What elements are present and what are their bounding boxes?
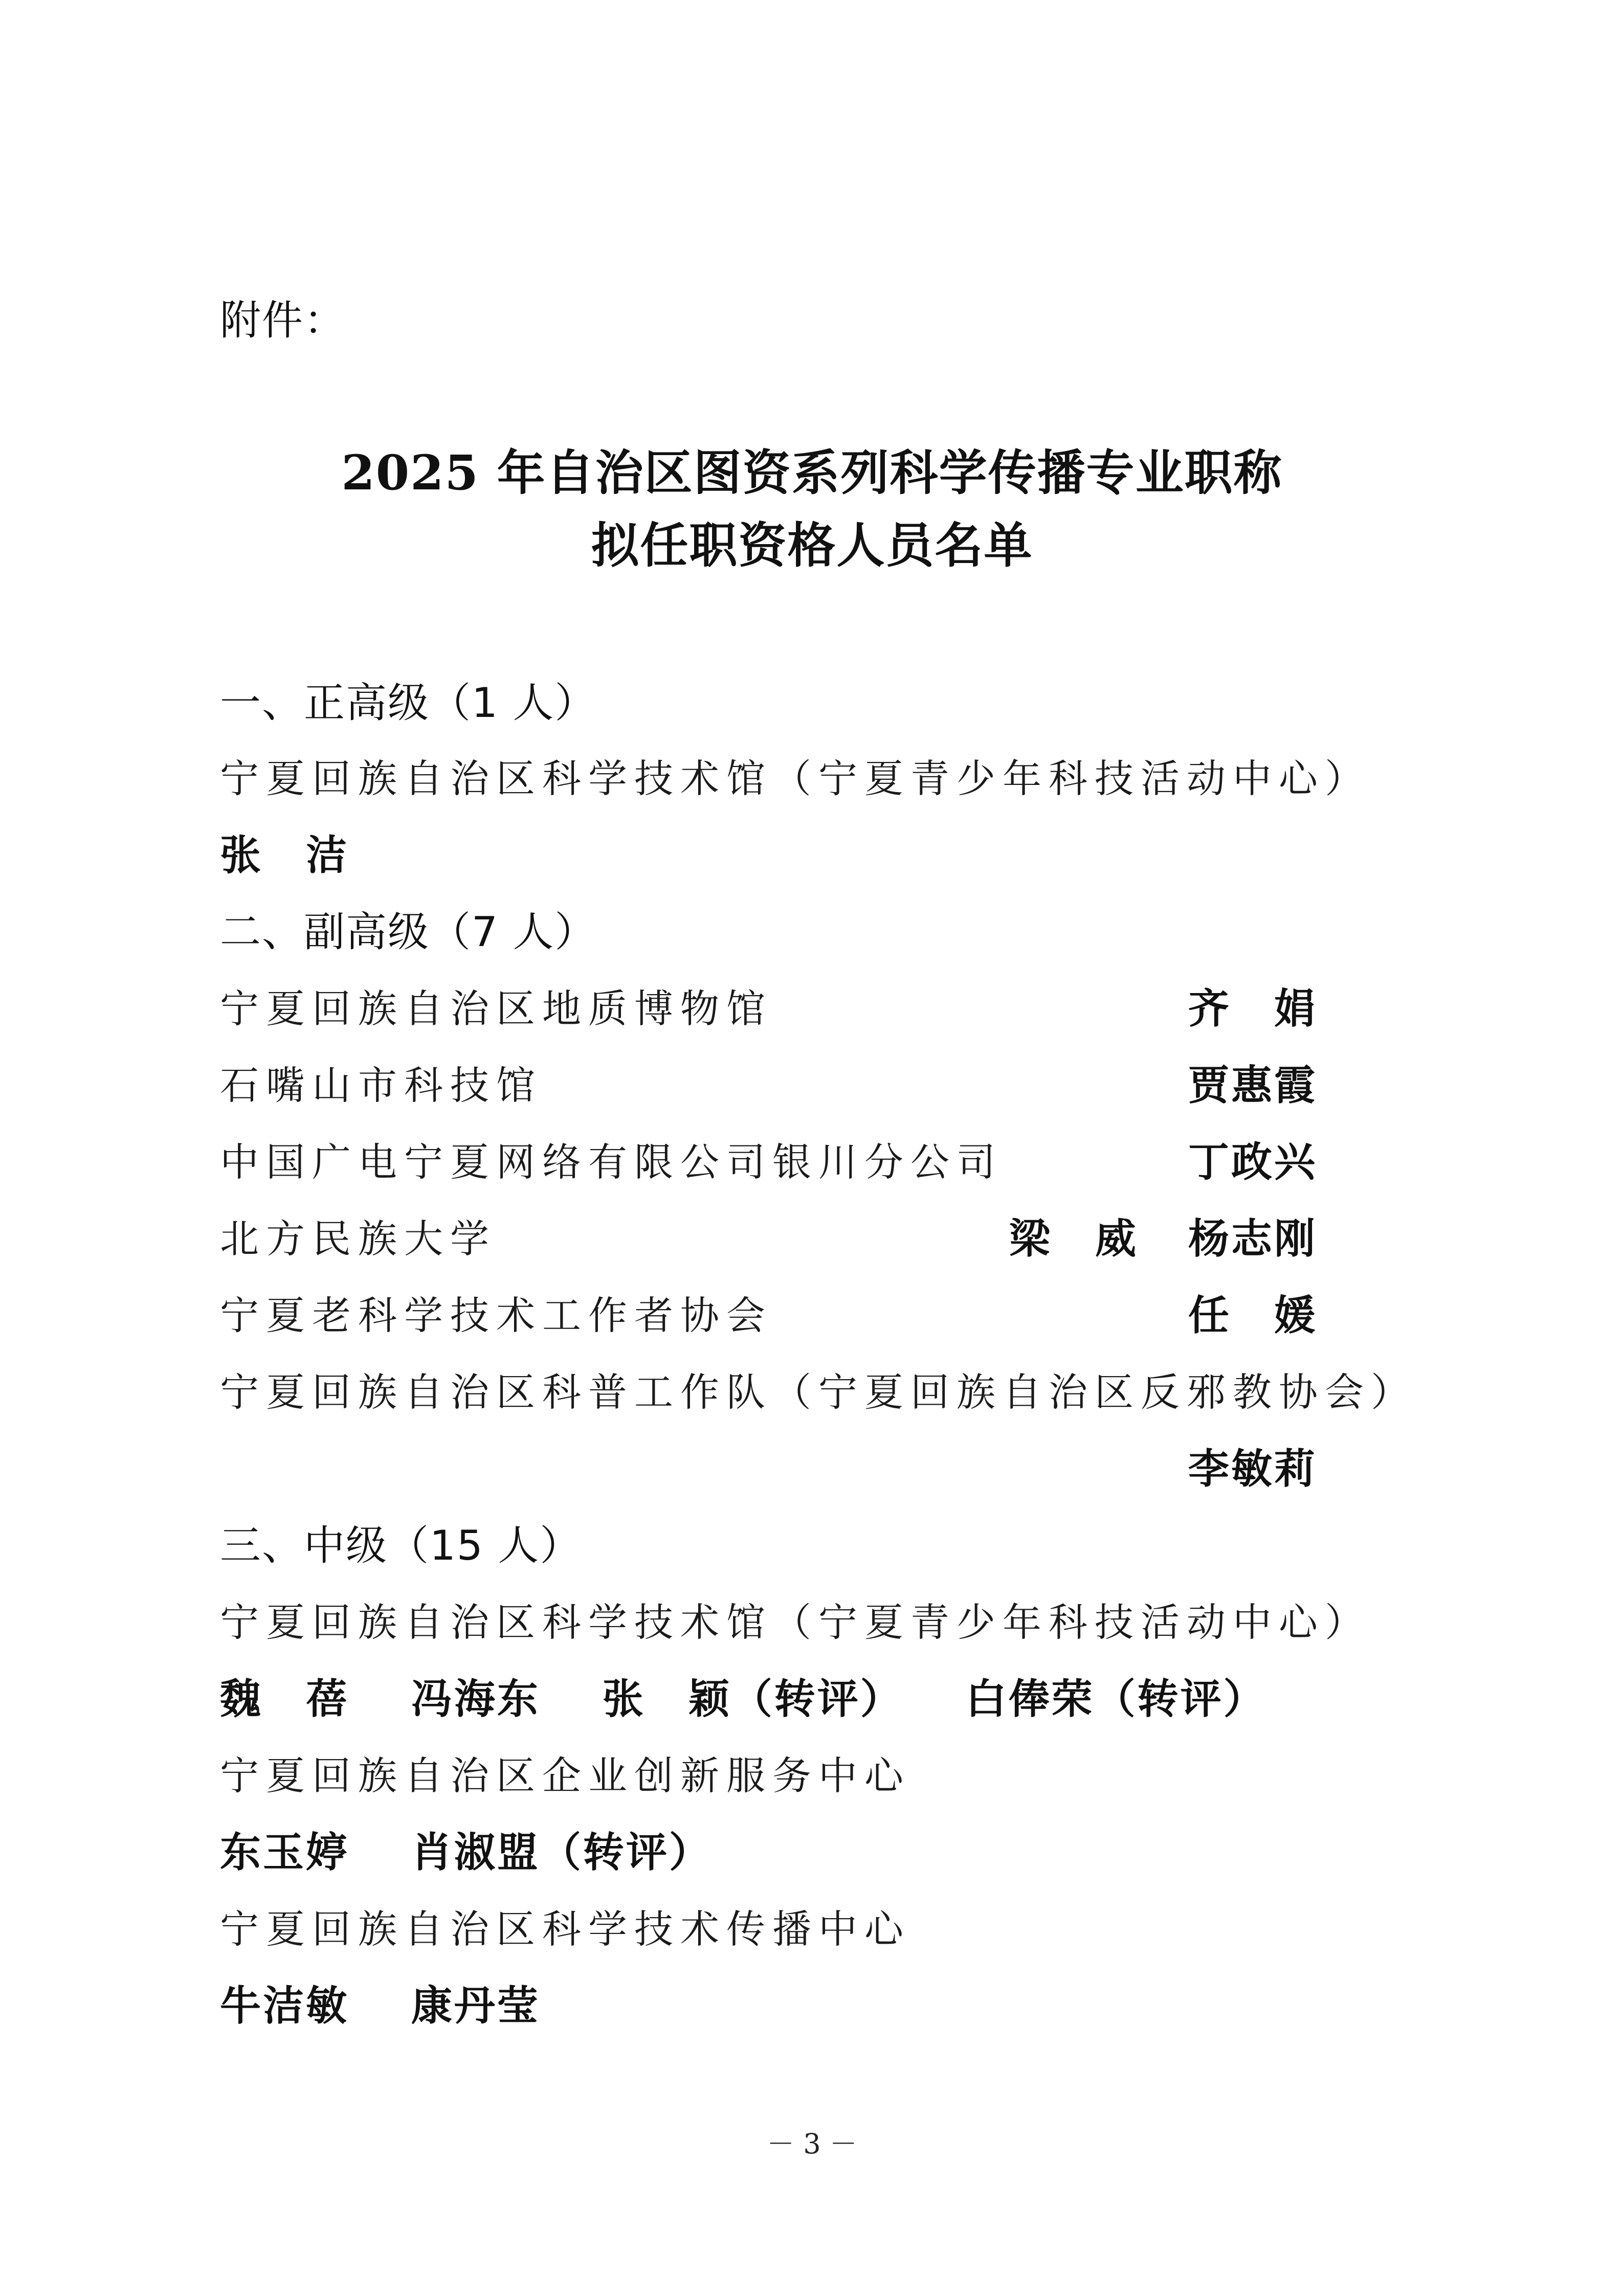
person-name: 张 颖（转评） (602, 1675, 903, 1723)
person-name: 任 媛 (1188, 1292, 1317, 1339)
associate-row (220, 1211, 1317, 1267)
person-name: 贾惠霞 (1188, 1062, 1317, 1109)
person-name: 李敏莉 (1188, 1445, 1317, 1493)
name-list (220, 1671, 1317, 1727)
org-line: 石嘴山市科技馆 (220, 1063, 542, 1108)
associate-row (220, 1288, 1317, 1344)
person-name: 牛洁敏 (220, 1982, 349, 2030)
org-line: 宁夏回族自治区科学技术传播中心 (220, 1906, 910, 1952)
person-name: 魏 蓓 (220, 1675, 349, 1723)
org-line: 宁夏回族自治区地质博物馆 (220, 986, 772, 1031)
person-name: 康丹莹 (411, 1982, 540, 2030)
org-line: 宁夏回族自治区科学技术馆（宁夏青少年科技活动中心） (220, 756, 1371, 801)
person-name: 东玉婷 (220, 1829, 349, 1876)
attachment-label: 附件： (220, 297, 346, 344)
name-list (220, 1978, 1317, 2034)
page-number: － 3 － (767, 2128, 857, 2160)
associate-row (220, 1134, 1317, 1190)
person-name: 冯海东 (411, 1675, 540, 1723)
person-name: 丁政兴 (1188, 1138, 1317, 1186)
associate-row (220, 1057, 1317, 1114)
person-name: 梁 威 (1009, 1215, 1138, 1263)
associate-row (220, 981, 1317, 1037)
org-line: 宁夏回族自治区科学技术馆（宁夏青少年科技活动中心） (220, 1600, 1371, 1645)
person-name: 齐 娟 (1188, 985, 1317, 1032)
org-line: 中国广电宁夏网络有限公司银川分公司 (220, 1139, 1003, 1185)
org-line: 宁夏老科学技术工作者协会 (220, 1293, 772, 1338)
person-name: 肖淑盟（转评） (411, 1829, 712, 1876)
name-list (220, 1825, 1317, 1881)
section-heading-senior: 一、正高级（1 人） (220, 679, 597, 727)
document-title-line-1: 2025 年自治区图资系列科学传播专业职称 (341, 445, 1283, 501)
section-heading-associate: 二、副高级（7 人） (220, 908, 597, 956)
document-title-line-2: 拟任职资格人员名单 (591, 517, 1033, 574)
name-list: 张 洁 (220, 831, 349, 879)
section-heading-intermediate: 三、中级（15 人） (220, 1522, 582, 1569)
person-name: 白俸荣（转评） (965, 1675, 1266, 1723)
person-name: 杨志刚 (1188, 1215, 1317, 1263)
org-line: 北方民族大学 (220, 1216, 496, 1262)
org-line: 宁夏回族自治区企业创新服务中心 (220, 1753, 910, 1798)
associate-row (220, 1364, 1417, 1421)
org-line: 宁夏回族自治区科普工作队（宁夏回族自治区反邪教协会） (220, 1369, 1417, 1415)
